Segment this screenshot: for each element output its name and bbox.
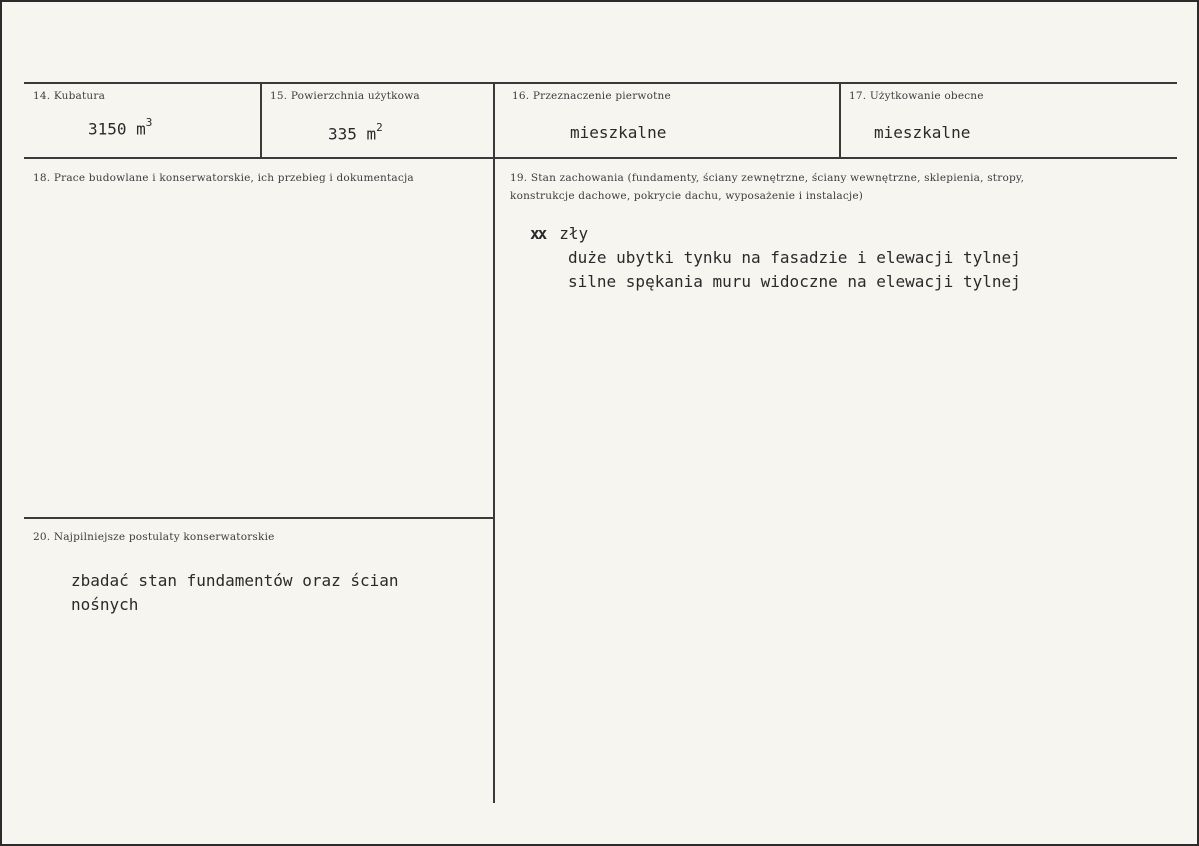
field-15-label: 15. Powierzchnia użytkowa bbox=[270, 90, 420, 102]
field-19-line-1 bbox=[530, 222, 1021, 246]
field-18-label: 18. Prace budowlane i konserwatorskie, ich przebieg i dokumentacja bbox=[33, 172, 414, 184]
top-rule bbox=[24, 82, 1177, 84]
field-20-line-2: nośnych bbox=[71, 595, 139, 614]
field-17-label: 17. Użytkowanie obecne bbox=[849, 90, 984, 102]
field-17-value: mieszkalne bbox=[874, 123, 971, 142]
field-19-line-2: duże ubytki tynku na fasadzie i elewacji tylnej bbox=[568, 248, 1021, 267]
field-14-value-exponent: 3 bbox=[145, 116, 153, 129]
field-19-line-1-text: zły bbox=[559, 224, 589, 243]
field-20-label: 20. Najpilniejsze postulaty konserwatorskie bbox=[33, 531, 275, 543]
field-16-label: 16. Przeznaczenie pierwotne bbox=[512, 90, 671, 102]
field-15-value-text: 335 m bbox=[328, 124, 377, 144]
section-18-20-rule bbox=[24, 517, 494, 519]
field-19-marker: xx bbox=[530, 224, 546, 243]
field-15-value-exponent: 2 bbox=[376, 121, 383, 134]
header-bottom-rule bbox=[24, 157, 1177, 159]
field-14-value bbox=[88, 118, 152, 138]
field-14-label: 14. Kubatura bbox=[33, 90, 106, 102]
divider-16-17 bbox=[839, 82, 841, 159]
field-16-value: mieszkalne bbox=[570, 123, 667, 142]
field-19-label: 19. Stan zachowania (fundamenty, ściany zewnętrzne, ściany wewnętrzne, sklepienia, stropy, konstrukcje dachowe, pokrycie dachu, wyposażenie i instalacje) bbox=[510, 172, 1025, 202]
divider-15-16 bbox=[493, 82, 495, 159]
field-15-value bbox=[328, 123, 383, 143]
field-20-line-1: zbadać stan fundamentów oraz ścian bbox=[71, 571, 399, 590]
field-19-text bbox=[530, 222, 1021, 294]
divider-14-15 bbox=[260, 82, 262, 159]
main-column-divider bbox=[493, 157, 495, 803]
field-20-text bbox=[71, 569, 399, 617]
field-14-value-text: 3150 m bbox=[88, 119, 146, 139]
field-19-line-3: silne spękania muru widoczne na elewacji tylnej bbox=[568, 272, 1021, 291]
